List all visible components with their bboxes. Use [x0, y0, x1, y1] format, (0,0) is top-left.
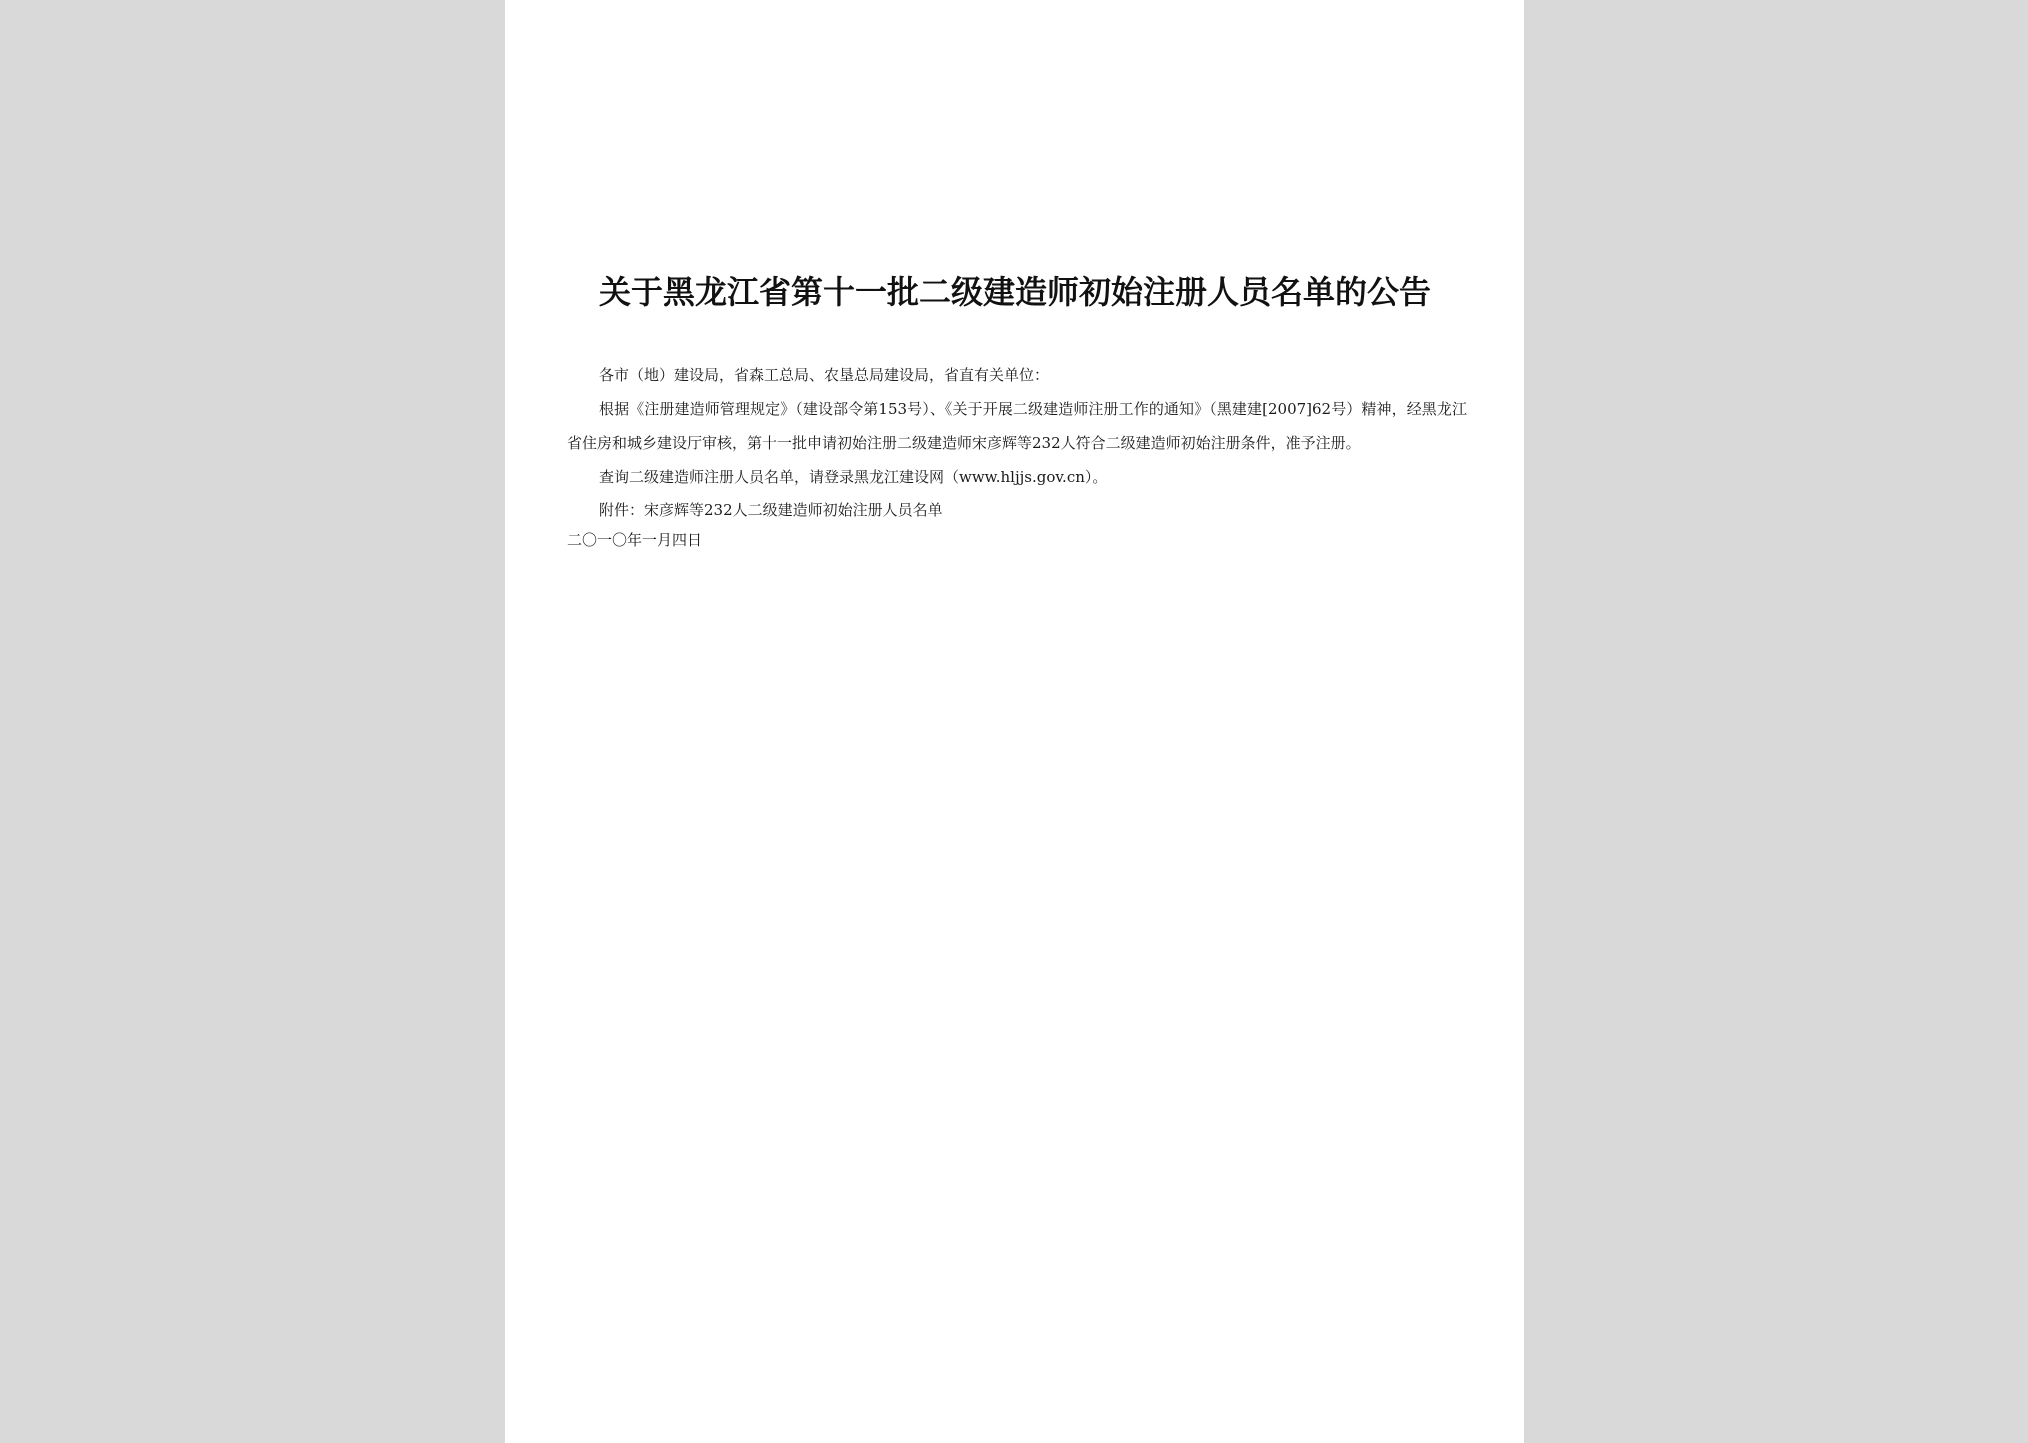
paragraph-regulation: 根据《注册建造师管理规定》（建设部令第153号）、《关于开展二级建造师注册工作的通知》（黑建建[2007]62号）精神，经黑龙江省住房和城乡建设厅审核，第十一批申请初始注册二级建造师宋彦辉等232人符合二级建造师初始注册条件，准予注册。	[567, 400, 1467, 452]
paragraph-query: 查询二级建造师注册人员名单，请登录黑龙江建设网（www.hljjs.gov.cn）。	[599, 468, 1108, 486]
salutation: 各市（地）建设局，省森工总局、农垦总局建设局，省直有关单位：	[599, 366, 1050, 384]
document-title: 关于黑龙江省第十一批二级建造师初始注册人员名单的公告	[598, 273, 1431, 311]
attachment-line: 附件：宋彦辉等232人二级建造师初始注册人员名单	[599, 501, 943, 519]
document-body	[567, 358, 1467, 554]
document-date: 二〇一〇年一月四日	[567, 531, 703, 549]
document-page	[505, 0, 1524, 1443]
